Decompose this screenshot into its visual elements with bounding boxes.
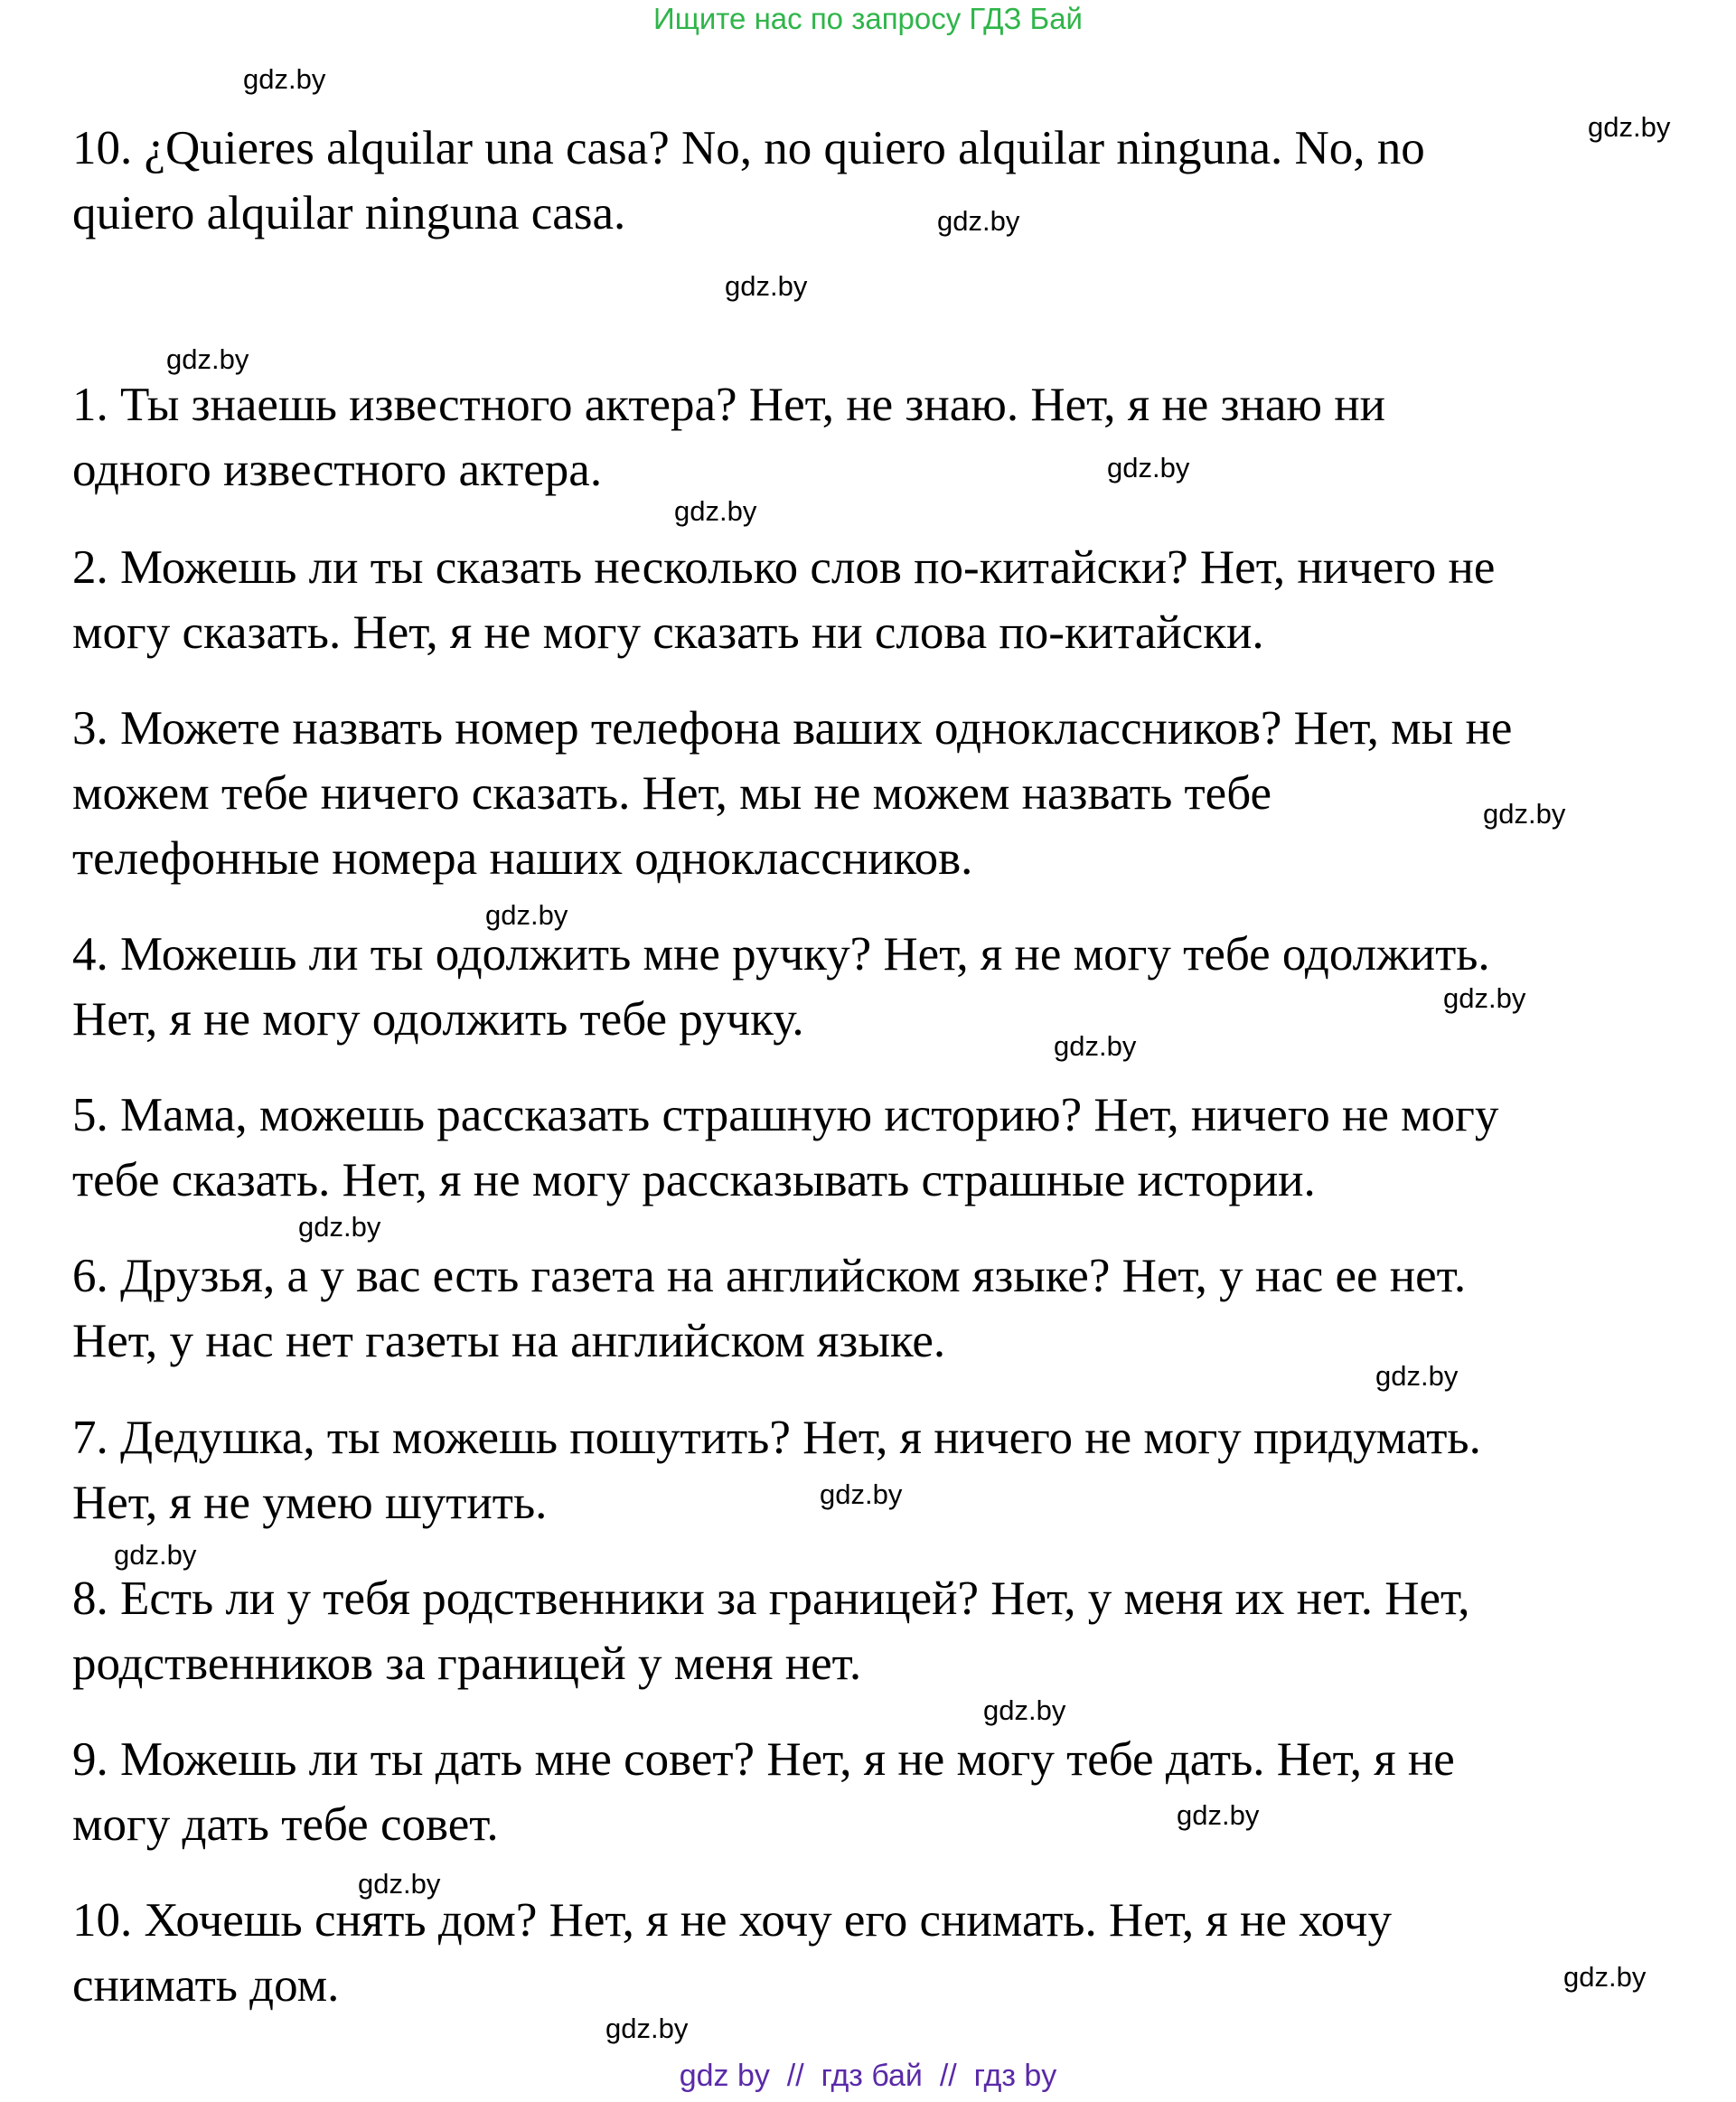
watermark: gdz.by (983, 1694, 1066, 1726)
watermark: gdz.by (1588, 111, 1671, 143)
answer-item-4: 4. Можешь ли ты одолжить мне ручку? Нет, я не могу тебе одолжить. Нет, я не могу одолжить тебе ручку. (72, 928, 1490, 1046)
watermark: gdz.by (298, 1211, 381, 1243)
watermark: gdz.by (605, 2013, 689, 2044)
answer-item-3: 3. Можете назвать номер телефона ваших одноклассников? Нет, мы не можем тебе ничего сказать. Нет, мы не можем назвать тебе телефонные номера наших одноклассников. (72, 702, 1513, 885)
watermark: gdz.by (166, 343, 249, 375)
answer-item-9: 9. Можешь ли ты дать мне совет? Нет, я не могу тебе дать. Нет, я не могу дать тебе совет. (72, 1733, 1455, 1851)
watermark: gdz.by (114, 1539, 197, 1571)
search-hint-link[interactable]: Ищите нас по запросу ГДЗ Бай (653, 2, 1083, 35)
watermark: gdz.by (1483, 798, 1566, 830)
watermark: gdz.by (243, 63, 326, 95)
watermark: gdz.by (937, 205, 1020, 237)
watermark: gdz.by (674, 495, 757, 527)
watermark: gdz.by (1443, 982, 1526, 1014)
spanish-sentence: 10. ¿Quieres alquilar una casa? No, no quiero alquilar ninguna. No, no quiero alquilar ninguna casa. (72, 122, 1425, 239)
watermark: gdz.by (725, 270, 808, 302)
answer-item-6: 6. Друзья, а у вас есть газета на английском языке? Нет, у нас ее нет. Нет, у нас нет газеты на английском языке. (72, 1250, 1467, 1367)
watermark: gdz.by (1375, 1360, 1459, 1392)
footer-links[interactable]: gdz by // гдз бай // гдз by (679, 2059, 1057, 2093)
watermark: gdz.by (1563, 1961, 1647, 1993)
answer-item-2: 2. Можешь ли ты сказать несколько слов по-китайски? Нет, ничего не могу сказать. Нет, я не могу сказать ни слова по-китайски. (72, 541, 1496, 659)
watermark: gdz.by (1054, 1030, 1137, 1062)
watermark: gdz.by (820, 1478, 903, 1510)
watermark: gdz.by (1177, 1799, 1260, 1831)
watermark: gdz.by (485, 899, 568, 931)
answer-item-7: 7. Дедушка, ты можешь пошутить? Нет, я ничего не могу придумать. Нет, я не умею шутить. (72, 1412, 1481, 1529)
watermark: gdz.by (358, 1868, 441, 1900)
watermark: gdz.by (1107, 452, 1190, 483)
answer-item-1: 1. Ты знаешь известного актера? Нет, не знаю. Нет, я не знаю ни одного известного актера. (72, 379, 1385, 496)
answer-item-5: 5. Мама, можешь рассказать страшную историю? Нет, ничего не могу тебе сказать. Нет, я не могу рассказывать страшные истории. (72, 1089, 1499, 1206)
answer-item-10: 10. Хочешь снять дом? Нет, я не хочу его снимать. Нет, я не хочу снимать дом. (72, 1894, 1392, 2012)
answer-item-8: 8. Есть ли у тебя родственники за границей? Нет, у меня их нет. Нет, родственников за границей у меня нет. (72, 1572, 1470, 1690)
